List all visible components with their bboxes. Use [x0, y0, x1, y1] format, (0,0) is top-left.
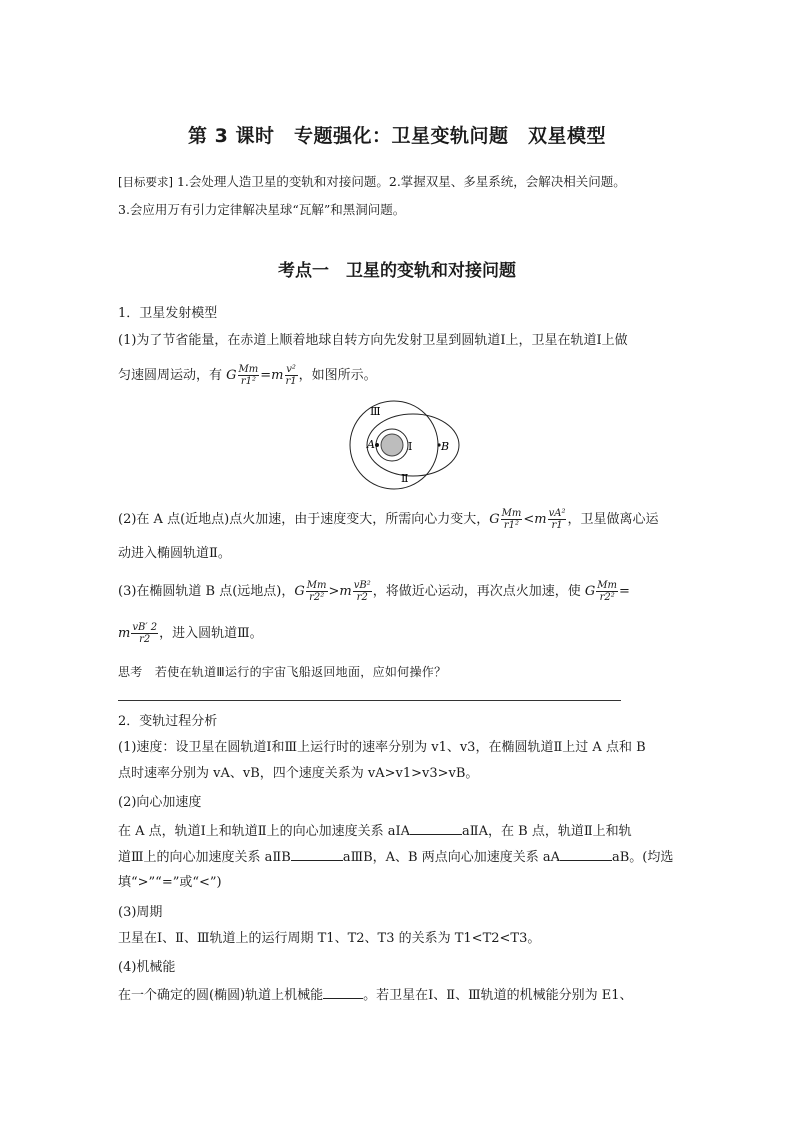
formula-m: m — [339, 584, 352, 599]
text-run: ，如图所示。 — [298, 368, 377, 383]
answer-blank-4[interactable] — [323, 984, 363, 999]
text-run: (2)在 A 点(近地点)点火加速，由于速度变大，所需向心力变大， — [118, 512, 490, 527]
fraction-Mm-r2sq — [596, 580, 618, 603]
item1-heading: 1．卫星发射模型 — [118, 306, 218, 321]
page-title: 第 3 课时 专题强化：卫星变轨问题 双星模型 — [188, 125, 606, 147]
acc-line-1 — [118, 820, 632, 842]
numerator: Mm — [597, 580, 618, 591]
text-run: aⅢB，A、B 两点向心加速度关系 aA — [342, 850, 560, 865]
fraction-vBp2-r2 — [131, 622, 158, 645]
goal-line-2: 3.会应用万有引力定律解决星球“瓦解”和黑洞问题。 — [118, 202, 406, 217]
item1-p2-line2: 动进入椭圆轨道Ⅱ。 — [118, 546, 231, 561]
formula-m: m — [118, 626, 131, 641]
formula-m: m — [534, 512, 547, 527]
goal-line-1 — [118, 172, 626, 190]
answer-line[interactable] — [118, 700, 621, 701]
label-B: B — [441, 440, 450, 453]
numerator: v² — [286, 364, 296, 375]
denominator: r1² — [503, 520, 520, 531]
text-run: aⅡA，在 B 点，轨道Ⅱ上和轨 — [462, 824, 632, 839]
text-run: (3)在椭圆轨道 B 点(远地点)， — [118, 584, 295, 599]
greater-than-sign: > — [328, 584, 340, 599]
denominator: r2² — [309, 592, 325, 603]
formula-G: G — [489, 512, 500, 527]
numerator: Mm — [306, 580, 327, 591]
formula-G: G — [294, 584, 305, 599]
formula-G: G — [226, 368, 237, 383]
denominator: r2 — [356, 592, 368, 603]
text-run: 匀速圆周运动，有 — [118, 368, 227, 383]
numerator: Mm — [501, 508, 522, 519]
energy-heading: (4)机械能 — [118, 960, 176, 975]
denominator: r1 — [285, 376, 297, 387]
text-run: ，进入圆轨道Ⅲ。 — [159, 626, 263, 641]
numerator: vB′ 2 — [132, 622, 158, 633]
numerator: vA² — [548, 508, 566, 519]
fraction-Mm-r1sq — [238, 364, 260, 387]
denominator: r1² — [240, 376, 256, 387]
text-run: 。若卫星在Ⅰ、Ⅱ、Ⅲ轨道的机械能分别为 E1、 — [363, 988, 633, 1003]
speed-line-2: 点时速率分别为 vA、vB，四个速度关系为 vA>v1>v3>vB。 — [118, 766, 479, 781]
numerator: vB² — [353, 580, 371, 591]
label-A: A — [367, 438, 375, 451]
item1-p1-line1: (1)为了节省能量，在赤道上顺着地球自转方向先发射卫星到圆轨道Ⅰ上，卫星在轨道Ⅰ上做 — [118, 333, 628, 348]
fraction-Mm-r2sq — [306, 580, 328, 603]
text-run: aB。(均选 — [612, 850, 674, 865]
item2-heading: 2．变轨过程分析 — [118, 714, 218, 729]
answer-blank-3[interactable] — [560, 846, 612, 861]
text-run: 在一个确定的圆(椭圆)轨道上机械能 — [118, 988, 324, 1003]
acc-line-3: 填“>”“=”或“<”) — [118, 875, 222, 890]
goal-tag: [目标要求] — [118, 175, 173, 189]
label-III: Ⅲ — [370, 405, 381, 418]
period-line: 卫星在Ⅰ、Ⅱ、Ⅲ轨道上的运行周期 T1、T2、T3 的关系为 T1<T2<T3。 — [118, 931, 541, 946]
point-A-dot — [375, 443, 379, 447]
label-II: Ⅱ — [401, 472, 409, 485]
fraction-Mm-r1sq — [501, 508, 523, 531]
section-heading-1: 考点一 卫星的变轨和对接问题 — [278, 261, 516, 281]
denominator: r2 — [139, 634, 151, 645]
item1-p3-line2 — [118, 622, 263, 645]
text-run: 在 A 点，轨道Ⅰ上和轨道Ⅱ上的向心加速度关系 aⅠA — [118, 824, 411, 839]
item1-p3-line1 — [118, 580, 630, 603]
fraction-vB2-r2 — [353, 580, 372, 603]
fraction-vA2-r1 — [548, 508, 567, 531]
speed-line-1: (1)速度：设卫星在圆轨道Ⅰ和Ⅲ上运行时的速率分别为 v1、v3，在椭圆轨道Ⅱ上过 A 点和 B — [118, 740, 646, 755]
acc-heading: (2)向心加速度 — [118, 795, 202, 810]
earth — [381, 434, 403, 456]
numerator: Mm — [238, 364, 259, 375]
period-heading: (3)周期 — [118, 905, 163, 920]
orbit-diagram — [340, 400, 460, 490]
think-question: 思考 若使在轨道Ⅲ运行的宇宙飞船返回地面，应如何操作？ — [118, 665, 447, 679]
formula-G: G — [584, 584, 596, 599]
denominator: r2² — [599, 592, 615, 603]
text-run: 道Ⅲ上的向心加速度关系 aⅡB — [118, 850, 291, 865]
equals-sign: = — [619, 584, 630, 599]
item1-p1-line2 — [118, 364, 377, 387]
label-I: Ⅰ — [408, 440, 413, 453]
less-than-sign: < — [523, 512, 535, 527]
answer-blank-1[interactable] — [410, 820, 462, 835]
denominator: r1 — [551, 520, 563, 531]
item1-p2-line1 — [118, 508, 658, 531]
text-run: ，卫星做离心运 — [567, 512, 659, 527]
goal-text-1: 1.会处理人造卫星的变轨和对接问题。2.掌握双星、多星系统，会解决相关问题。 — [172, 174, 626, 189]
answer-blank-2[interactable] — [291, 846, 343, 861]
equals-sign: = — [260, 368, 272, 383]
text-run: ，将做近心运动，再次点火加速，使 — [372, 584, 585, 599]
energy-line — [118, 984, 633, 1006]
formula-m: m — [271, 368, 284, 383]
fraction-v2-r1 — [285, 364, 298, 387]
acc-line-2 — [118, 846, 673, 868]
